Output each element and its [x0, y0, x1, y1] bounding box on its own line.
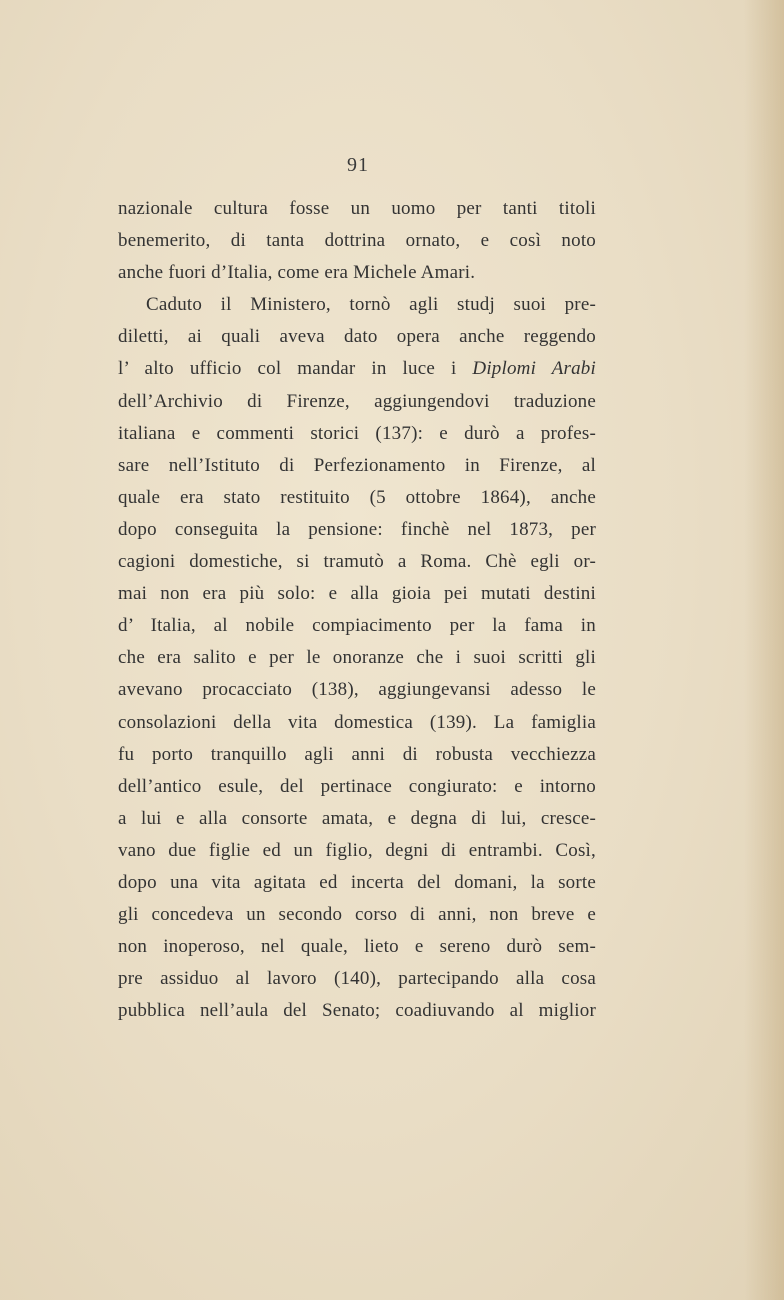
- text-line: d’ Italia, al nobile compiacimento per la fama in: [118, 615, 596, 637]
- text-line: dopo conseguita la pensione: finchè nel 1873, per: [118, 518, 596, 540]
- text-line: a lui e alla consorte amata, e degna di lui, cresce-: [118, 807, 596, 829]
- text-line: anche fuori d’Italia, come era Michele Amari.: [118, 262, 476, 284]
- text-line: dell’Archivio di Firenze, aggiungendovi traduzione: [118, 390, 596, 412]
- text-line: che era salito e per le onoranze che i suoi scritti gli: [118, 647, 596, 669]
- text-line: mai non era più solo: e alla gioia pei mutati destini: [118, 583, 596, 605]
- text-line: cagioni domestiche, si tramutò a Roma. Chè egli or-: [118, 551, 596, 573]
- text-line: dell’antico esule, del pertinace congiurato: e intorno: [118, 775, 596, 797]
- text-line-italic: Diplomi Arabi: [472, 358, 596, 380]
- text-line: dopo una vita agitata ed incerta del domani, la sorte: [118, 871, 596, 893]
- body-text: [118, 193, 596, 1027]
- page-number: 91: [347, 154, 369, 176]
- text-line: consolazioni della vita domestica (139). La famiglia: [118, 711, 596, 733]
- text-line: gli concedeva un secondo corso di anni, non breve e: [118, 904, 596, 926]
- text-line-plain: l’ alto ufficio col mandar in luce i: [118, 358, 473, 380]
- text-line: sare nell’Istituto di Perfezionamento in Firenze, al: [118, 454, 596, 476]
- text-line: [118, 353, 596, 385]
- text-line: Caduto il Ministero, tornò agli studj suoi pre-: [146, 294, 596, 316]
- text-line: quale era stato restituito (5 ottobre 1864), anche: [118, 486, 596, 508]
- text-line: non inoperoso, nel quale, lieto e sereno durò sem-: [118, 936, 596, 958]
- text-line: vano due figlie ed un figlio, degni di entrambi. Così,: [118, 839, 596, 861]
- text-line: diletti, ai quali aveva dato opera anche reggendo: [118, 326, 596, 348]
- text-line: benemerito, di tanta dottrina ornato, e così noto: [118, 230, 596, 252]
- text-line: italiana e commenti storici (137): e durò a profes-: [118, 422, 596, 444]
- text-line: pre assiduo al lavoro (140), partecipando alla cosa: [118, 968, 596, 990]
- text-line: nazionale cultura fosse un uomo per tanti titoli: [118, 198, 596, 219]
- text-line: fu porto tranquillo agli anni di robusta vecchiezza: [118, 743, 596, 765]
- text-line: pubblica nell’aula del Senato; coadiuvando al miglior: [118, 1000, 596, 1022]
- text-line: avevano procacciato (138), aggiungevansi adesso le: [118, 679, 596, 701]
